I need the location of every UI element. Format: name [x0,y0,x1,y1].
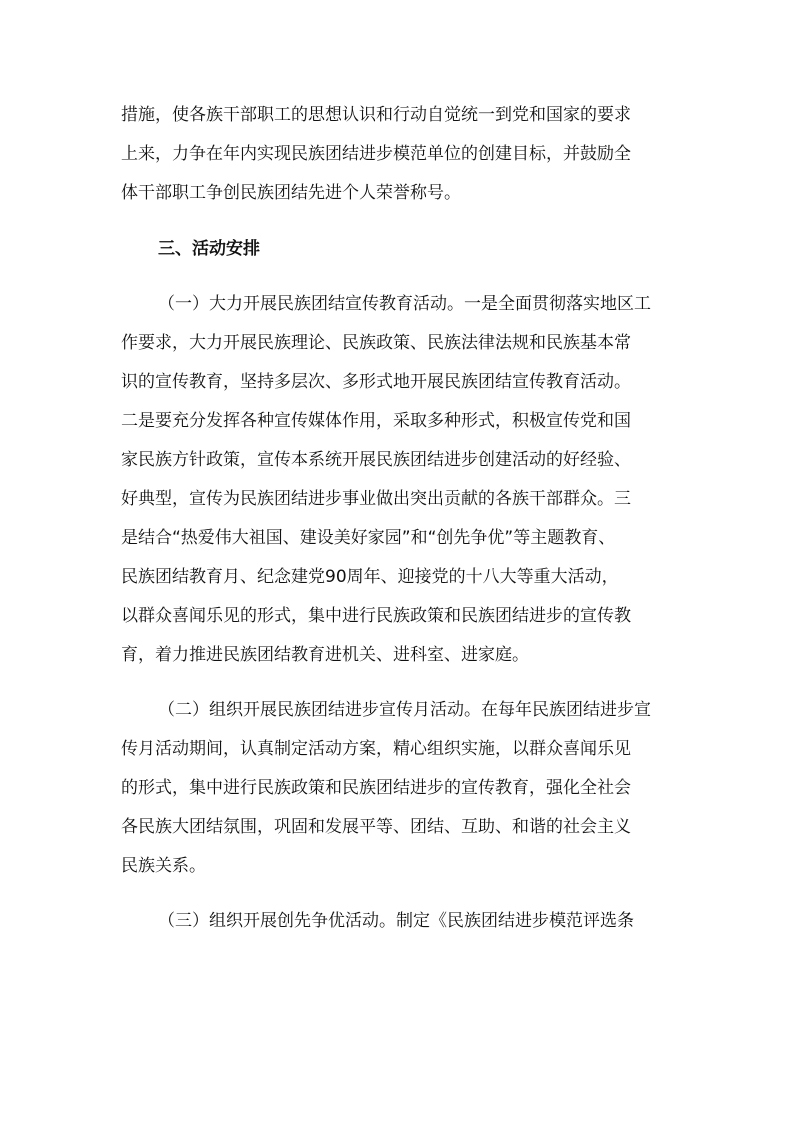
text-line: 传月活动期间，认真制定活动方案，精心组织实施，以群众喜闻乐见 [121,739,631,759]
activity-item-3 [121,902,681,941]
text-line: （三）组织开展创先争优活动。制定《民族团结进步模范评选条 [158,911,634,931]
activity-item-1 [121,285,681,675]
activity-item-2 [121,691,681,886]
paragraph-gap [121,269,681,285]
document-body [121,96,681,941]
text-line: 措施，使各族干部职工的思想认识和行动自觉统一到党和国家的要求 [121,105,631,125]
text-line: 上来，力争在年内实现民族团结进步模范单位的创建目标，并鼓励全 [121,144,631,164]
paragraph-gap [121,213,681,230]
text-line: 民族团结教育月、纪念建党90周年、迎接党的十八大等重大活动， [121,567,619,587]
text-line: 以群众喜闻乐见的形式，集中进行民族政策和民族团结进步的宣传教 [121,606,631,626]
text-line: 作要求，大力开展民族理论、民族政策、民族法律法规和民族基本常 [121,333,631,353]
paragraph-gap [121,886,681,902]
text-line: （一）大力开展民族团结宣传教育活动。一是全面贯彻落实地区工 [158,294,651,314]
section-heading: 三、活动安排 [158,239,260,259]
text-line: 民族关系。 [121,856,206,876]
text-line: 好典型，宣传为民族团结进步事业做出突出贡献的各族干部群众。三 [121,489,631,509]
text-line: 家民族方针政策，宣传本系统开展民族团结进步创建活动的好经验、 [121,450,631,470]
text-line: 是结合“热爱伟大祖国、建设美好家园”和“创先争优”等主题教育、 [121,528,616,548]
text-line: 识的宣传教育，坚持多层次、多形式地开展民族团结宣传教育活动。 [121,372,631,392]
text-line: （二）组织开展民族团结进步宣传月活动。在每年民族团结进步宣 [158,700,651,720]
text-line: 体干部职工争创民族团结先进个人荣誉称号。 [121,183,461,203]
text-line: 的形式，集中进行民族政策和民族团结进步的宣传教育，强化全社会 [121,778,631,798]
text-line: 各民族大团结氛围，巩固和发展平等、团结、互助、和谐的社会主义 [121,817,631,837]
paragraph-gap [121,675,681,691]
text-line: 育，着力推进民族团结教育进机关、进科室、进家庭。 [121,645,529,665]
text-line: 二是要充分发挥各种宣传媒体作用，采取多种形式，积极宣传党和国 [121,411,631,431]
intro-paragraph [121,96,681,213]
